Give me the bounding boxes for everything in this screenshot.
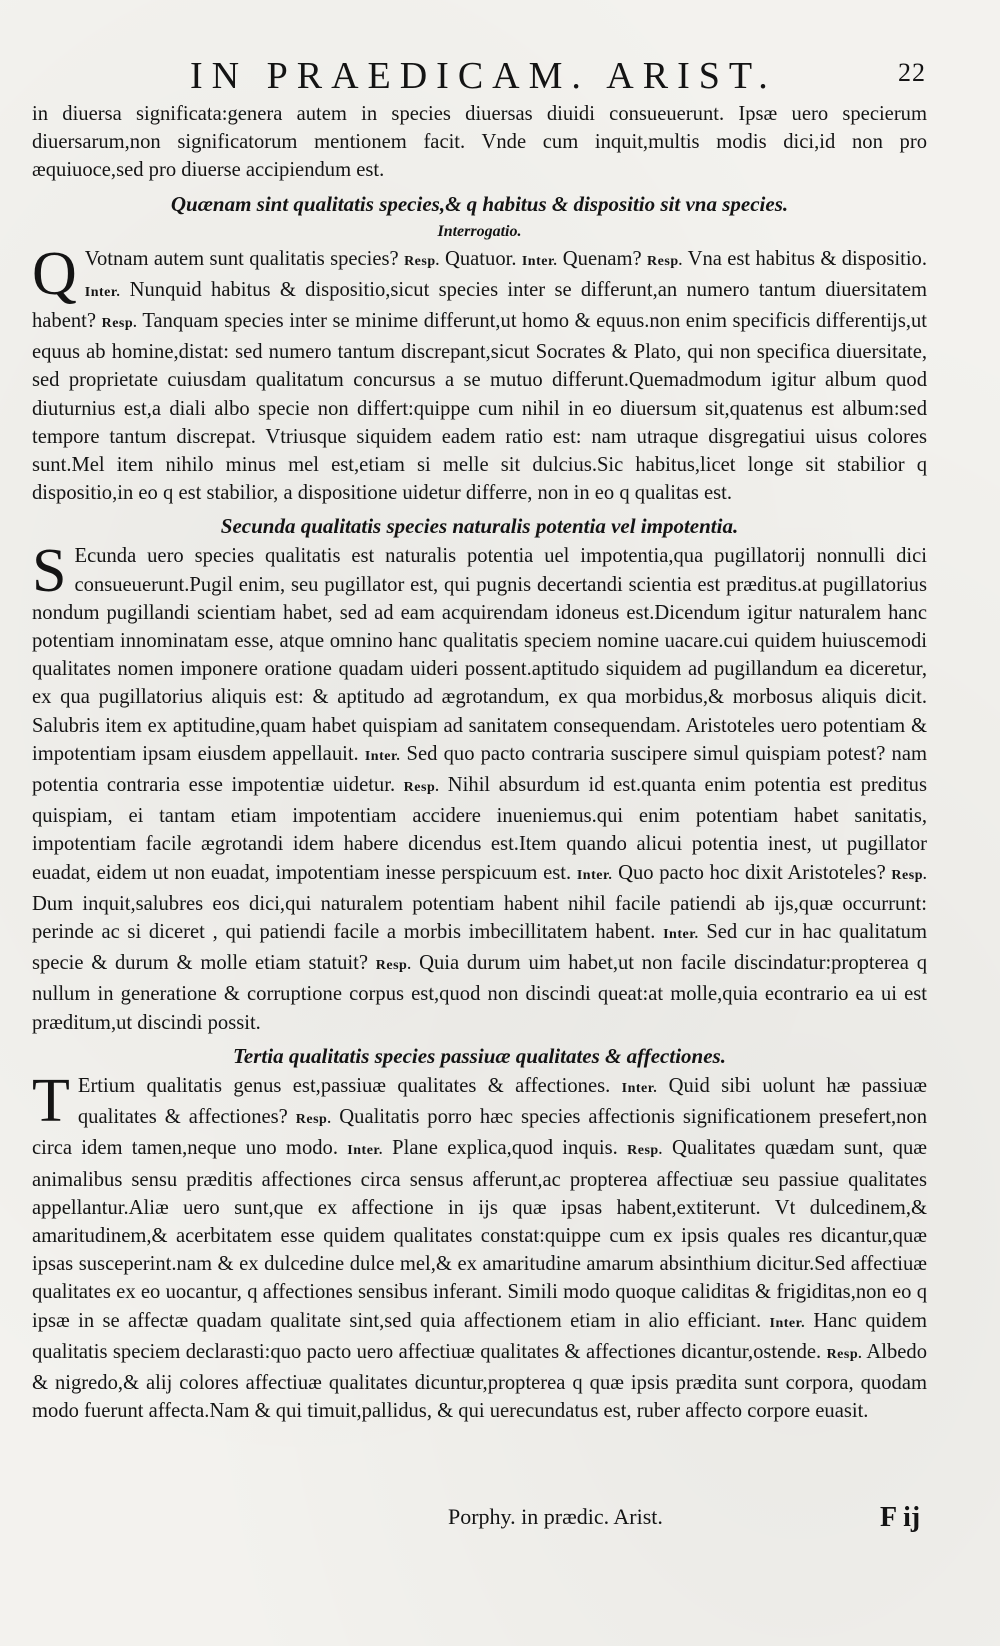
text-run: Votnam autem sunt qualitatis species? xyxy=(84,247,405,270)
paragraph-3 xyxy=(32,1066,928,1425)
text-run: Dum inquit,salubres eos dici,qui naturalem potentiam habent nihil facile patiendi ab ijs,quæ occurrunt: perinde ac si diceret , qui patiendi facile a morbis imbecillitatem habent. xyxy=(32,892,927,944)
paragraph-1 xyxy=(32,239,928,508)
text-run: Sed cur in hac qualitatum specie & durum & molle etiam statuit? xyxy=(32,921,927,975)
speaker-tag: Resp. xyxy=(627,1143,663,1159)
paragraph-2 xyxy=(32,537,927,1036)
text-run: Nunquid habitus & dispositio,sicut species inter se differunt,an numero tantum diuersitatem habent? xyxy=(32,278,927,333)
paragraph-3-body xyxy=(32,1066,928,1423)
section-heading-1: Quænam sint qualitatis species,& q habitus & dispositio sit vna species. xyxy=(170,191,789,216)
text-run: Quatuor. xyxy=(439,247,522,270)
text-run: Ertium qualitatis genus est,passiuæ qualitates & affectiones. xyxy=(77,1074,622,1097)
speaker-tag: Resp. xyxy=(891,867,927,883)
text-run: Tanquam species inter se minime differunt,ut homo & equus.non enim specificis differentijs,ut equus ab homine,distat: sed numero tantum discrepant,sicut Socrates & Plato, qui non specifica diuersitate, sed proprietate cuiusdam qualitatum concursus a se mutuo differunt.Quemadmodum igitur album quod diuturnius est,a diali albo specie non differt:quippe cum nihil in eo diuersum sit,quatenus est album:sed tempore tantum discrepat. Vtriusque siquidem eadem ratio est: nam utraque disgregatiui uisus colores sunt.Mel item nihilo minus mel est,etiam si melle sit dulcius.Sic habitus,licet longe sit stabilior q dispositio,in eo q est stabilior, a dispositione uidetur differre, non in eo q qualitas est. xyxy=(32,310,927,505)
text-run: Quenam? xyxy=(557,247,648,270)
paragraph-1-body xyxy=(32,239,928,505)
speaker-tag: Resp. xyxy=(101,316,138,332)
folio-number: 22 xyxy=(898,58,926,87)
speaker-tag: Inter. xyxy=(769,1315,806,1331)
page-header xyxy=(0,48,1000,98)
text-run: Nihil absurdum id est.quanta enim potentia est preditus quispiam, ei tantam etiam impotentiam accidere inueniemus.qui enim potentiam habet sanitatis, impotentiam facile ægrotandi idem habere dicendus est.Item quando alicui potentia inest, ut pugillator euadat, eidem ut non euadat, impotentiam inesse perspicuum est. xyxy=(32,774,927,884)
section-heading-2: Secunda qualitatis species naturalis potentia vel impotentia. xyxy=(220,514,739,539)
initial-letter-2: S xyxy=(32,537,67,606)
initial-letter-1: Q xyxy=(32,239,77,308)
speaker-tag: Inter. xyxy=(84,284,121,300)
text-run: Qualitates quædam sunt, quæ animalibus sensu præditis affectiones circa sensus afferunt,ac propterea affectiuæ seu passiue qualitates appellantur.Aliæ uero sunt,que ex affectione in ijs quæ ipsas habent,extiterunt. Vt dulcedinem,& amaritudinem,& acerbitatem esse quidem qualitates constat:quippe cum ex ipsis quales res dicantur,quæ ipsas susceperint.nam & ex dulcedine dulce mel,& ex amaritudine amarum absinthium dicitur.Sed affectiuæ qualitates ex eo uocantur, q affectiones sensibus inferant. Simili modo quoque caliditas & frigiditas,non eo q ipsæ in se affectæ quadam qualitate sint,sed quia affectionem etiam in alio efficiant. xyxy=(32,1137,927,1332)
speaker-tag: Inter. xyxy=(663,927,699,943)
text-run: Hanc quidem qualitatis speciem declarasti:quo pacto uero affectiuæ qualitates & affectiones dicantur,ostende. xyxy=(32,1309,927,1363)
speaker-tag: Inter. xyxy=(364,748,401,764)
gathering-signature: F ij xyxy=(880,1502,921,1533)
speaker-tag: Inter. xyxy=(521,253,558,269)
paragraph-2-body xyxy=(32,537,927,1034)
body-text xyxy=(32,100,927,1425)
speaker-tag: Resp. xyxy=(826,1346,863,1362)
speaker-tag: Resp. xyxy=(647,253,683,269)
text-run: Vna est habitus & dispositio. xyxy=(682,247,928,270)
text-run: Qualitatis porro hæc species affectionis significationem presefert,non circa idem tamen,neque uno modo. xyxy=(32,1106,927,1160)
text-run: Plane explica,quod inquis. xyxy=(382,1137,628,1160)
text-run: Quo pacto hoc dixit Aristoteles? xyxy=(612,861,892,884)
footer-title: Porphy. in prædic. Arist. xyxy=(448,1504,663,1529)
speaker-tag: Inter. xyxy=(621,1080,658,1096)
speaker-tag: Resp. xyxy=(404,253,440,269)
intro-paragraph: in diuersa significata:genera autem in species diuersas diuidi consueuerunt. Ipsæ uero specierum diuersarum,non significatorum mentionem facit. Vnde cum inquit,multis modis dici,id non pro æquiuoce,sed pro diuerse accipiendum est. xyxy=(32,103,927,182)
text-run: Quia durum uim habet,ut non facile discindatur:propterea q nullum in generatione & corruptione corpus est,quod non discindi queat:at molle,quia econtrario ea ui est præditum,ut discindi possit. xyxy=(32,952,927,1034)
section-subheading-1: Interrogatio. xyxy=(437,222,522,240)
speaker-tag: Resp. xyxy=(295,1112,332,1128)
speaker-tag: Resp. xyxy=(403,780,440,796)
text-run: Albedo & nigredo,& alij colores affectiuæ qualitates dicuntur,propterea q quæ ipsis prædita sunt corpora, quodam modo fuerunt affecta.Nam & qui timuit,pallidus, & qui uerecundatus est, ruber affecto corpore euasit. xyxy=(32,1340,928,1423)
page-footer xyxy=(0,1498,1000,1538)
speaker-tag: Inter. xyxy=(347,1143,383,1159)
text-run: Ecunda uero species qualitatis est naturalis potentia uel impotentia,qua pugillatorij nonnulli dici consueuerunt.Pugil enim, seu pugillator est, qui pugnis decertandi scientia est præditus.at pugillatorius nondum pugillandi scientiam habet, sed ad eam acquirendam idoneus est.Dicendum igitur naturalem hanc potentiam innominatam esse, atque omnino hanc qualitatis speciem nomine uacare.cui quidem huiuscemodi qualitates nomen imponere oratione quadam uideri possent.aptitudo siquidem ad pugillandum ea diceretur, ex qua pugillatorius aliquis est: & aptitudo ad ægrotandum, ex qua morbidus,& morbosus aliquis dicit. Salubris item ex aptitudine,quam habet quispiam ad sanitatem consequendam. Aristoteles uero potentiam & impotentiam ipsam eiusdem appellauit. xyxy=(32,545,927,765)
running-head: IN PRAEDICAM. ARIST. xyxy=(190,55,777,97)
initial-letter-3: T xyxy=(32,1066,70,1135)
speaker-tag: Resp. xyxy=(375,958,412,974)
text-run: Sed quo pacto contraria suscipere simul quispiam potest? nam potentia contraria esse impotentiæ uidetur. xyxy=(32,742,927,797)
text-run: Quid sibi uolunt hæ passiuæ qualitates & affectiones? xyxy=(77,1074,927,1129)
speaker-tag: Inter. xyxy=(576,867,613,883)
section-heading-3: Tertia qualitatis species passiuæ qualitates & affectiones. xyxy=(233,1043,726,1068)
